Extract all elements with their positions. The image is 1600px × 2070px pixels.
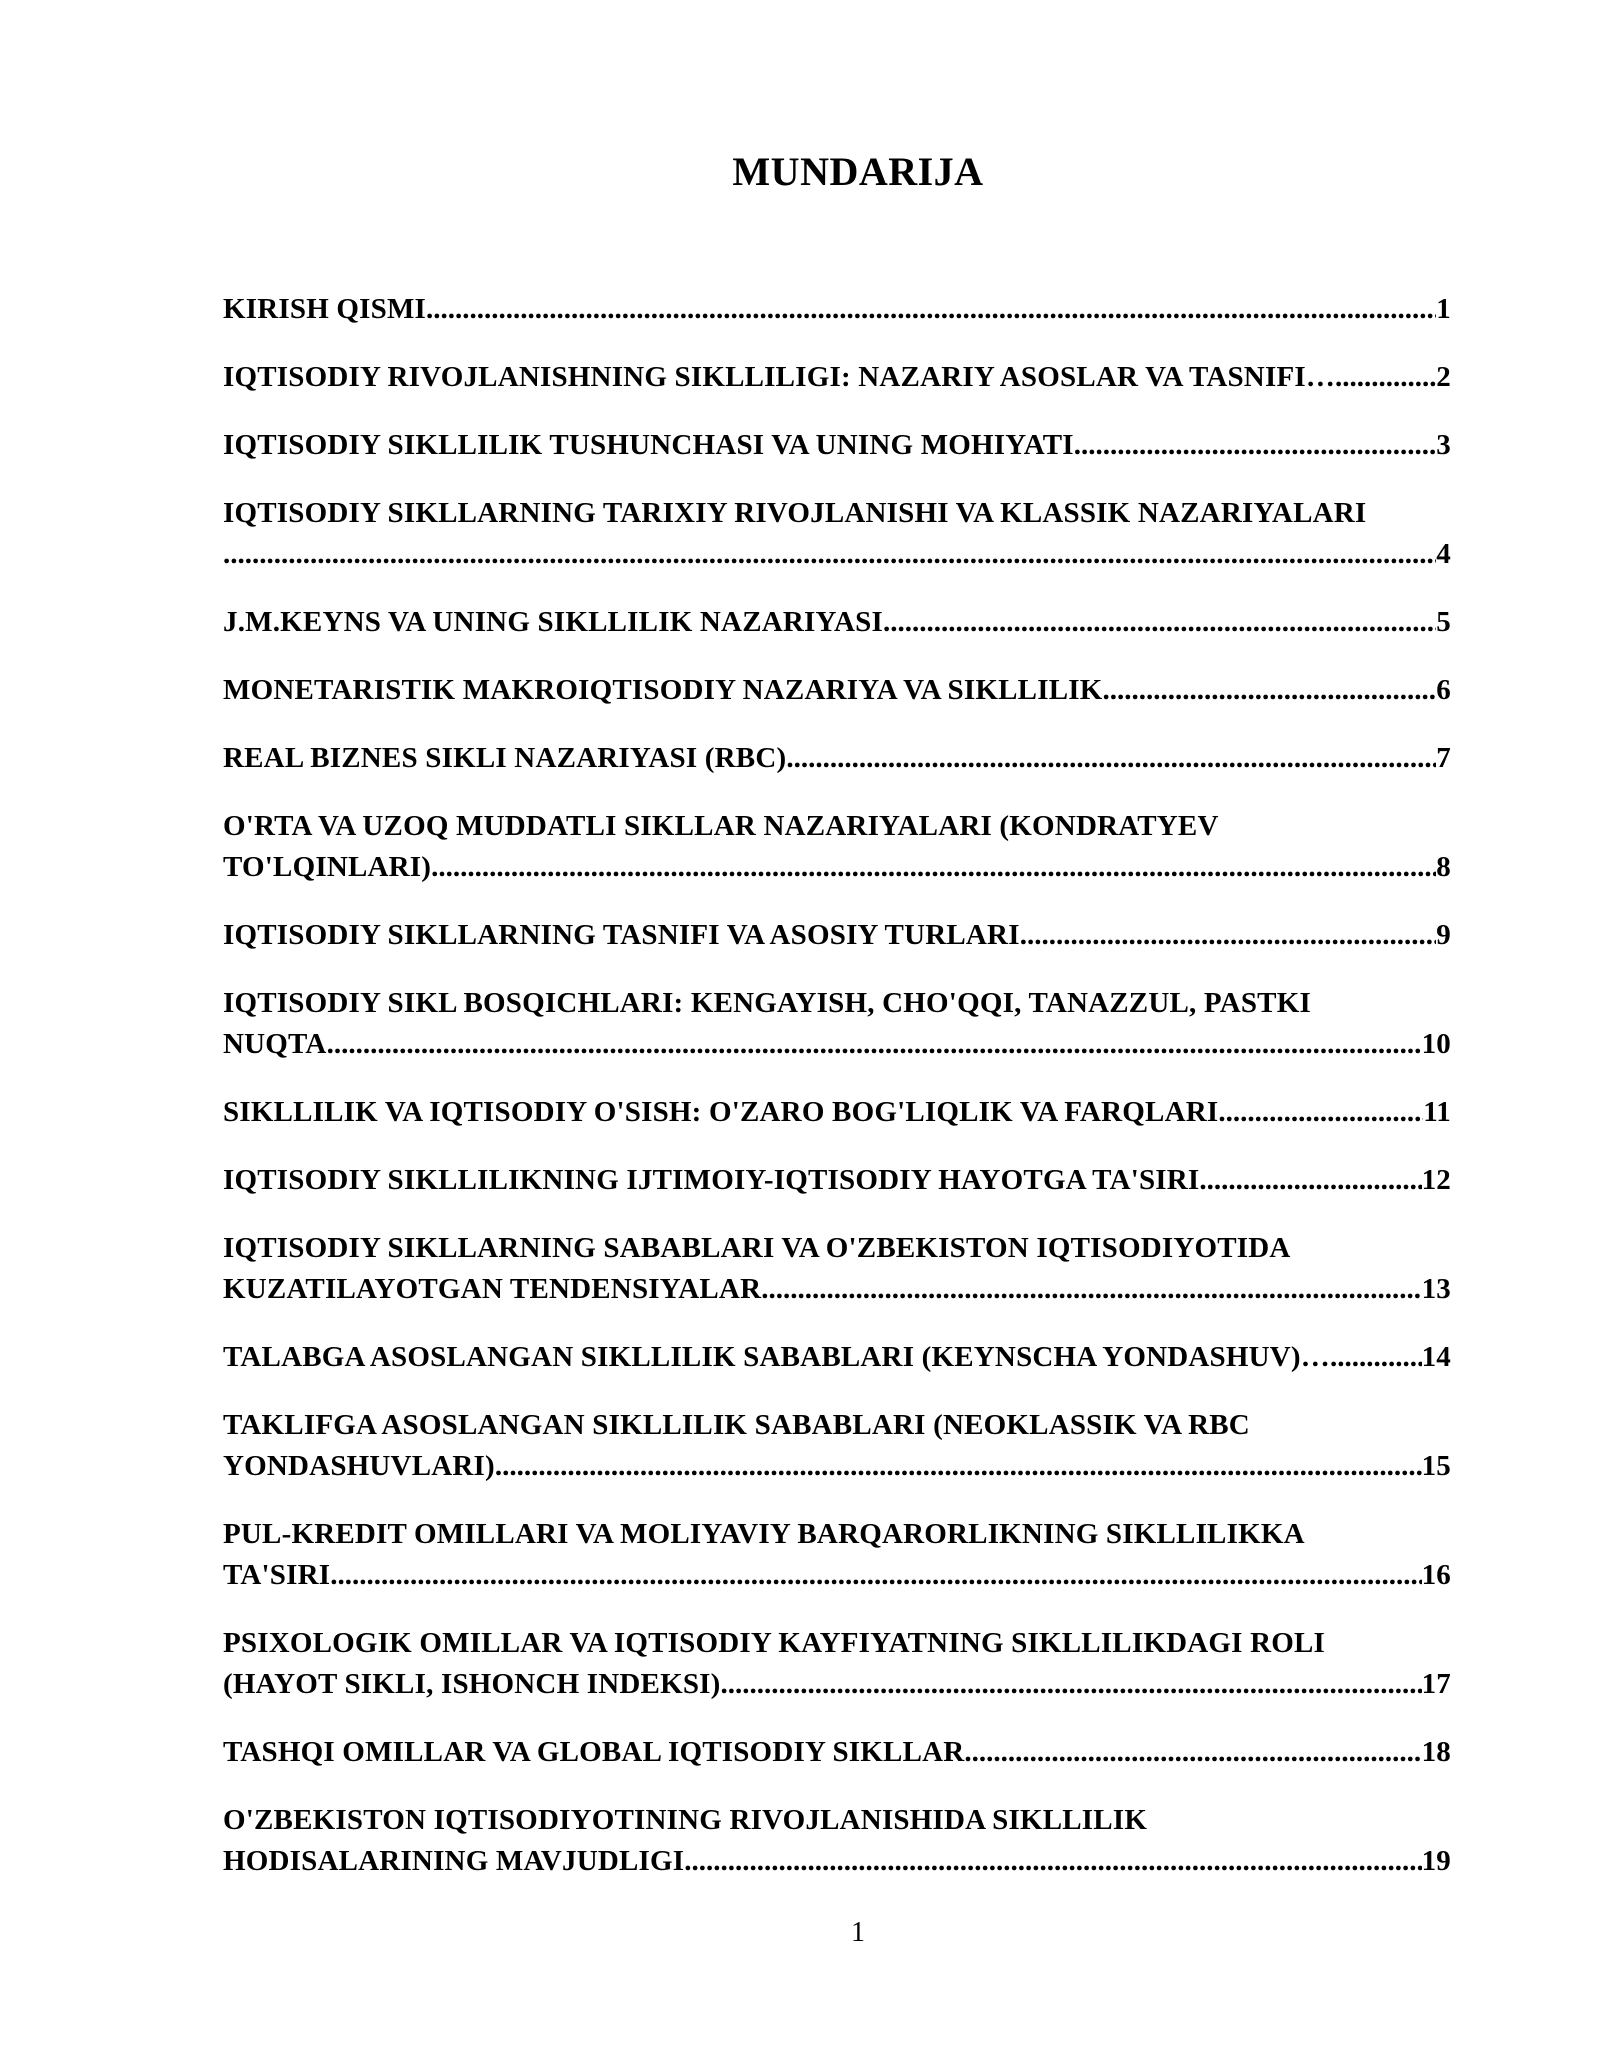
toc-entry-page: 5 bbox=[1436, 606, 1451, 638]
toc-entry-page: 7 bbox=[1436, 742, 1451, 774]
toc-entry-page: 10 bbox=[1421, 1028, 1451, 1060]
toc-entry-line1: O'ZBEKISTON IQTISODIYOTINING RIVOJLANISHIDA SIKLLILIK bbox=[223, 1804, 1148, 1836]
toc-entry[interactable] bbox=[223, 670, 1451, 711]
toc-entry-page: 4 bbox=[1436, 538, 1451, 570]
toc-entry-line1: O'RTA VA UZOQ MUDDATLI SIKLLAR NAZARIYALARI (KONDRATYEV bbox=[223, 810, 1219, 842]
toc-leader-dots bbox=[964, 1732, 1421, 1773]
toc-leader-dots bbox=[786, 738, 1436, 779]
toc-leader-dots bbox=[426, 289, 1436, 330]
toc-entry-page: 1 bbox=[1436, 293, 1451, 325]
toc-leader-dots bbox=[761, 1269, 1421, 1310]
toc-entry-page: 19 bbox=[1421, 1845, 1451, 1877]
toc-leader-dots bbox=[1199, 1160, 1421, 1201]
toc-entry-page: 12 bbox=[1421, 1164, 1451, 1196]
toc-entry[interactable] bbox=[223, 493, 1451, 575]
toc-leader-dots bbox=[1330, 1337, 1422, 1378]
toc-entry-text: HODISALARINING MAVJUDLIGI bbox=[223, 1845, 685, 1877]
toc-entry[interactable] bbox=[223, 1405, 1451, 1487]
toc-leader-dots bbox=[1335, 357, 1436, 398]
toc-leader-dots bbox=[1103, 670, 1437, 711]
toc-entry[interactable] bbox=[223, 806, 1451, 888]
toc-entry[interactable] bbox=[223, 1514, 1451, 1596]
toc-leader-dots bbox=[883, 602, 1436, 643]
toc-entry-page: 9 bbox=[1436, 919, 1451, 951]
toc-entry-text: IQTISODIY RIVOJLANISHNING SIKLLILIGI: NAZARIY ASOSLAR VA TASNIFI… bbox=[223, 361, 1336, 393]
toc-entry-text: IQTISODIY SIKLLARNING TASNIFI VA ASOSIY TURLARI bbox=[223, 919, 1020, 951]
toc-entry-text: TASHQI OMILLAR VA GLOBAL IQTISODIY SIKLLAR bbox=[223, 1736, 965, 1768]
toc-entry-text: TO'LQINLARI) bbox=[223, 851, 432, 883]
toc-entry[interactable] bbox=[223, 915, 1451, 956]
toc-entry-text: (HAYOT SIKLI, ISHONCH INDEKSI) bbox=[223, 1668, 721, 1700]
toc-leader-dots bbox=[495, 1446, 1422, 1487]
toc-entry-page: 11 bbox=[1423, 1096, 1451, 1128]
toc-entry-page: 2 bbox=[1436, 361, 1451, 393]
toc-entry-text: KIRISH QISMI bbox=[223, 293, 427, 325]
toc-entry-text: TALABGA ASOSLANGAN SIKLLILIK SABABLARI (KEYNSCHA YONDASHUV)… bbox=[223, 1341, 1330, 1373]
toc-entry[interactable] bbox=[223, 602, 1451, 643]
toc-leader-dots bbox=[223, 534, 1436, 575]
toc-leader-dots bbox=[1074, 425, 1437, 466]
toc-entry-page: 6 bbox=[1436, 674, 1451, 706]
toc-entry-page: 16 bbox=[1421, 1559, 1451, 1591]
toc-entry-line1: PSIXOLOGIK OMILLAR VA IQTISODIY KAYFIYATNING SIKLLILIKDAGI ROLI bbox=[223, 1627, 1325, 1659]
toc-entry-text: SIKLLILIK VA IQTISODIY O'SISH: O'ZARO BOG'LIQLIK VA FARQLARI bbox=[223, 1096, 1219, 1128]
toc-entry-line1: IQTISODIY SIKL BOSQICHLARI: KENGAYISH, CHO'QQI, TANAZZUL, PASTKI bbox=[223, 987, 1311, 1019]
toc-leader-dots bbox=[721, 1664, 1422, 1705]
toc-entry[interactable] bbox=[223, 1800, 1451, 1882]
toc-leader-dots bbox=[330, 1555, 1421, 1596]
toc-entry-text: NUQTA bbox=[223, 1028, 327, 1060]
toc-entry-text: IQTISODIY SIKLLILIK TUSHUNCHASI VA UNING MOHIYATI bbox=[223, 429, 1074, 461]
toc-entry-page: 13 bbox=[1421, 1273, 1451, 1305]
toc-entry-page: 17 bbox=[1421, 1668, 1451, 1700]
toc-leader-dots bbox=[684, 1841, 1421, 1882]
toc-entry[interactable] bbox=[223, 1732, 1451, 1773]
toc-entry[interactable] bbox=[223, 289, 1451, 330]
table-of-contents bbox=[223, 289, 1451, 1909]
toc-entry-text: REAL BIZNES SIKLI NAZARIYASI (RBC) bbox=[223, 742, 787, 774]
toc-entry[interactable] bbox=[223, 357, 1451, 398]
toc-entry-text: YONDASHUVLARI) bbox=[223, 1450, 495, 1482]
toc-leader-dots bbox=[1020, 915, 1437, 956]
toc-entry-line1: TAKLIFGA ASOSLANGAN SIKLLILIK SABABLARI (NEOKLASSIK VA RBC bbox=[223, 1409, 1250, 1441]
toc-entry-page: 15 bbox=[1421, 1450, 1451, 1482]
page-title: MUNDARIJA bbox=[732, 149, 984, 194]
toc-entry-line1: PUL-KREDIT OMILLARI VA MOLIYAVIY BARQARORLIKNING SIKLLILIKKA bbox=[223, 1518, 1305, 1550]
toc-entry-text: TA'SIRI bbox=[223, 1559, 331, 1591]
toc-entry[interactable] bbox=[223, 1092, 1451, 1133]
toc-leader-dots bbox=[431, 847, 1436, 888]
toc-entry[interactable] bbox=[223, 983, 1451, 1065]
toc-entry-page: 18 bbox=[1421, 1736, 1451, 1768]
toc-entry[interactable] bbox=[223, 1623, 1451, 1705]
toc-entry-line1: IQTISODIY SIKLLARNING SABABLARI VA O'ZBEKISTON IQTISODIYOTIDA bbox=[223, 1232, 1291, 1264]
toc-entry[interactable] bbox=[223, 1228, 1451, 1310]
toc-entry-text: J.M.KEYNS VA UNING SIKLLILIK NAZARIYASI bbox=[223, 606, 883, 638]
toc-entry-text: MONETARISTIK MAKROIQTISODIY NAZARIYA VA SIKLLILIK bbox=[223, 674, 1103, 706]
toc-entry[interactable] bbox=[223, 1160, 1451, 1201]
toc-entry[interactable] bbox=[223, 738, 1451, 779]
toc-entry-page: 3 bbox=[1436, 429, 1451, 461]
toc-entry[interactable] bbox=[223, 1337, 1451, 1378]
toc-entry-text: IQTISODIY SIKLLILIKNING IJTIMOIY-IQTISODIY HAYOTGA TA'SIRI bbox=[223, 1164, 1200, 1196]
toc-entry-text: KUZATILAYOTGAN TENDENSIYALAR bbox=[223, 1273, 762, 1305]
toc-entry[interactable] bbox=[223, 425, 1451, 466]
toc-leader-dots bbox=[1218, 1092, 1423, 1133]
toc-entry-page: 14 bbox=[1421, 1341, 1451, 1373]
toc-leader-dots bbox=[327, 1024, 1422, 1065]
page-number: 1 bbox=[851, 1917, 865, 1948]
toc-entry-page: 8 bbox=[1436, 851, 1451, 883]
toc-entry-line1: IQTISODIY SIKLLARNING TARIXIY RIVOJLANISHI VA KLASSIK NAZARIYALARI bbox=[223, 497, 1367, 529]
